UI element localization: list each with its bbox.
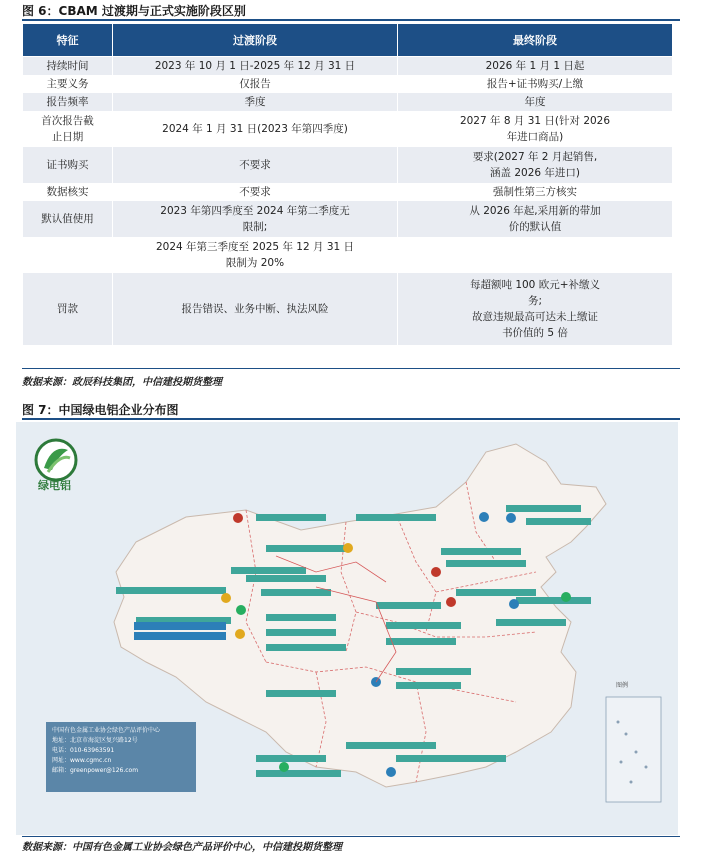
table-row — [23, 183, 673, 201]
logo-label: 绿电铝 — [38, 479, 71, 492]
info-email: 邮箱：greenpower@126.com — [52, 767, 139, 774]
cell-feature: 持续时间 — [23, 57, 113, 76]
green-aluminum-map — [16, 422, 678, 835]
south-china-sea-inset — [606, 697, 661, 802]
table-header-row — [23, 24, 673, 57]
cell-transition: 不要求 — [113, 183, 398, 201]
figure6-title: 图 6：CBAM 过渡期与正式实施阶段区别 — [22, 4, 246, 18]
figure7-title: 图 7：中国绿电铝企业分布图 — [22, 403, 179, 417]
cell-transition: 2024 年第三季度至 2025 年 12 月 31 日 限制为 20% — [113, 237, 398, 273]
cell-transition: 仅报告 — [113, 75, 398, 93]
green-aluminum-logo — [36, 440, 76, 480]
cell-transition: 报告错误、业务中断、执法风险 — [113, 273, 398, 345]
table-row — [23, 201, 673, 237]
cell-transition: 2023 年 10 月 1 日-2025 年 12 月 31 日 — [113, 57, 398, 76]
table-row — [23, 93, 673, 111]
cell-final: 每超额吨 100 欧元+补缴义 务; 故意违规最高可达未上缴证 书价值的 5 倍 — [398, 273, 673, 345]
table-row — [23, 147, 673, 183]
header-final: 最终阶段 — [398, 24, 673, 57]
figure7-bottom-rule — [22, 836, 680, 837]
cell-transition: 季度 — [113, 93, 398, 111]
cell-feature: 证书购买 — [23, 147, 113, 183]
figure7-top-rule — [22, 418, 680, 420]
table-row — [23, 111, 673, 147]
cell-transition: 2023 年第四季度至 2024 年第二季度无 限制; — [113, 201, 398, 237]
cell-feature: 主要义务 — [23, 75, 113, 93]
map-legend-title: 图例 — [616, 682, 629, 689]
cell-final: 强制性第三方核实 — [398, 183, 673, 201]
cell-feature: 数据核实 — [23, 183, 113, 201]
cell-final: 年度 — [398, 93, 673, 111]
cell-transition: 2024 年 1 月 31 日(2023 年第四季度) — [113, 111, 398, 147]
table-row — [23, 237, 673, 273]
info-address: 地址：北京市海淀区复兴路12号 — [52, 737, 138, 744]
table-row — [23, 57, 673, 76]
cell-final: 2026 年 1 月 1 日起 — [398, 57, 673, 76]
cell-final: 报告+证书购买/上缴 — [398, 75, 673, 93]
cell-feature: 首次报告截 止日期 — [23, 111, 113, 147]
info-box — [46, 722, 196, 792]
info-website: 网址：www.cgmc.cn — [52, 757, 112, 764]
cell-transition: 不要求 — [113, 147, 398, 183]
cell-feature — [23, 237, 113, 273]
figure6-source: 数据来源：政辰科技集团，中信建投期货整理 — [22, 377, 222, 388]
cell-final: 2027 年 8 月 31 日(针对 2026 年进口商品) — [398, 111, 673, 147]
figure6-top-rule — [22, 19, 680, 21]
info-phone: 电话：010-63963591 — [52, 747, 115, 754]
cell-feature: 默认值使用 — [23, 201, 113, 237]
cell-final: 从 2026 年起,采用新的带加 价的默认值 — [398, 201, 673, 237]
cbam-comparison-table — [22, 23, 673, 345]
table-row — [23, 273, 673, 345]
cell-final — [398, 237, 673, 273]
cell-feature: 罚款 — [23, 273, 113, 345]
info-org: 中国有色金属工业协会绿色产品评价中心 — [52, 727, 161, 734]
header-transition: 过渡阶段 — [113, 24, 398, 57]
cell-final: 要求(2027 年 2 月起销售, 涵盖 2026 年进口) — [398, 147, 673, 183]
table-row — [23, 75, 673, 93]
figure7-source: 数据来源：中国有色金属工业协会绿色产品评价中心，中信建投期货整理 — [22, 842, 342, 853]
header-feature: 特征 — [23, 24, 113, 57]
figure6-bottom-rule — [22, 368, 680, 369]
cell-feature: 报告频率 — [23, 93, 113, 111]
